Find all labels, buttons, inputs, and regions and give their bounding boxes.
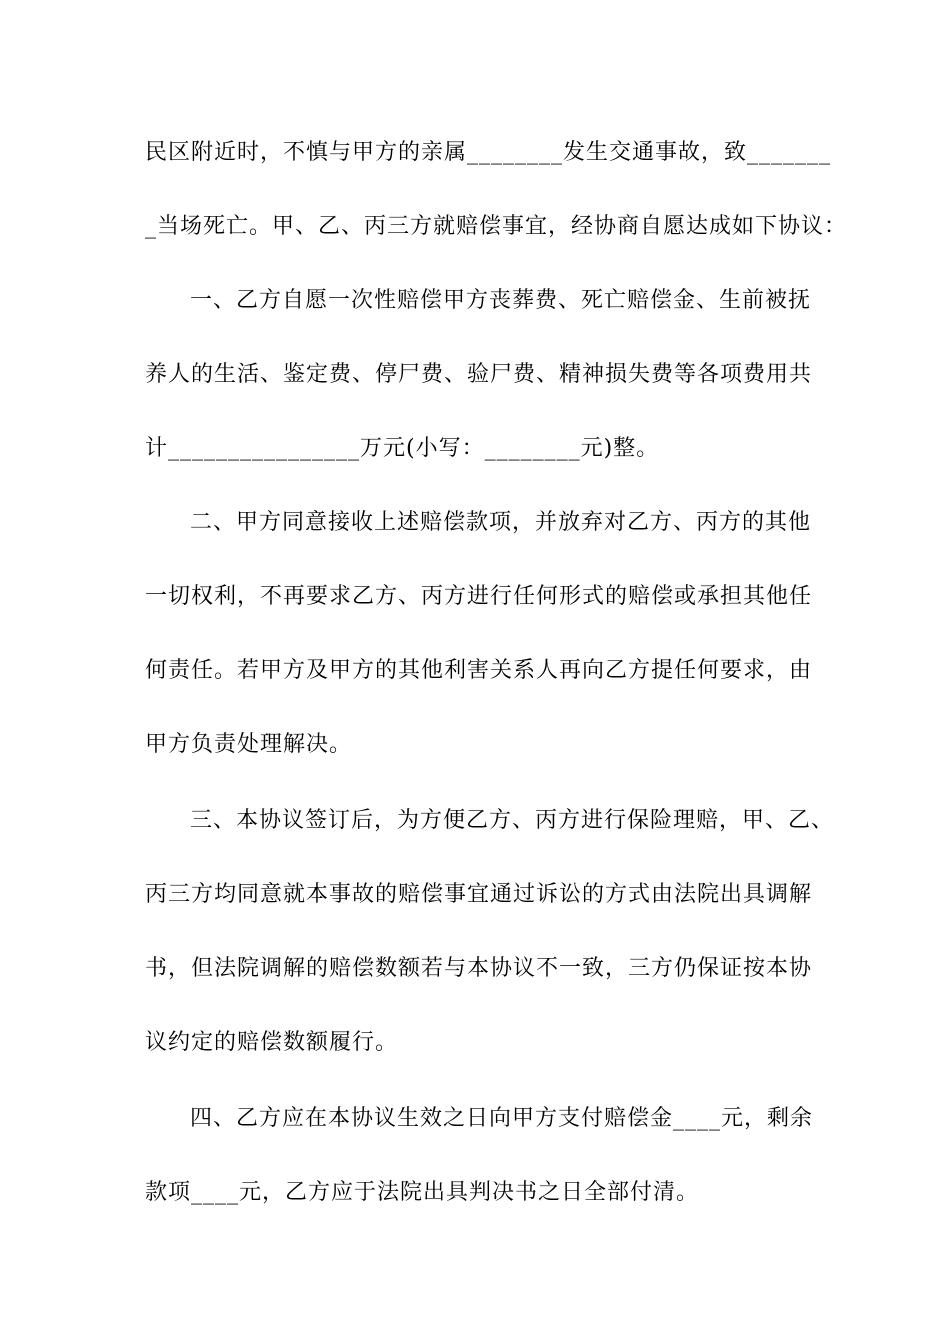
text-line: 一切权利，不再要求乙方、丙方进行任何形式的赔偿或承担其他任 bbox=[145, 584, 813, 609]
paragraph-start-line: 三、本协议签订后，为方便乙方、丙方进行保险理赔，甲、乙、 bbox=[190, 808, 835, 833]
text-line: 何责任。若甲方及甲方的其他利害关系人再向乙方提任何要求，由 bbox=[145, 658, 813, 683]
text-line: _当场死亡。甲、乙、丙三方就赔偿事宜，经协商自愿达成如下协议： bbox=[145, 214, 848, 239]
text-line: 书，但法院调解的赔偿数额若与本协议不一致，三方仍保证按本协 bbox=[145, 956, 813, 981]
text-line: 议约定的赔偿数额履行。 bbox=[145, 1030, 399, 1055]
text-line: 丙三方均同意就本事故的赔偿事宜通过诉讼的方式由法院出具调解 bbox=[145, 882, 813, 907]
text-line: 养人的生活、鉴定费、停尸费、验尸费、精神损失费等各项费用共 bbox=[145, 362, 813, 387]
text-line: 款项____元，乙方应于法院出具判决书之日全部付清。 bbox=[145, 1180, 700, 1205]
paragraph-start-line: 二、甲方同意接收上述赔偿款项，并放弃对乙方、丙方的其他 bbox=[190, 510, 812, 535]
paragraph-start-line: 四、乙方应在本协议生效之日向甲方支付赔偿金____元，剩余 bbox=[190, 1106, 814, 1131]
text-line: 甲方负责处理解决。 bbox=[145, 732, 353, 757]
text-line: 民区附近时，不慎与甲方的亲属________发生交通事故，致_______ bbox=[145, 140, 832, 165]
text-line: 计________________万元(小写：________元)整。 bbox=[145, 436, 660, 461]
paragraph-start-line: 一、乙方自愿一次性赔偿甲方丧葬费、死亡赔偿金、生前被抚 bbox=[190, 288, 812, 313]
